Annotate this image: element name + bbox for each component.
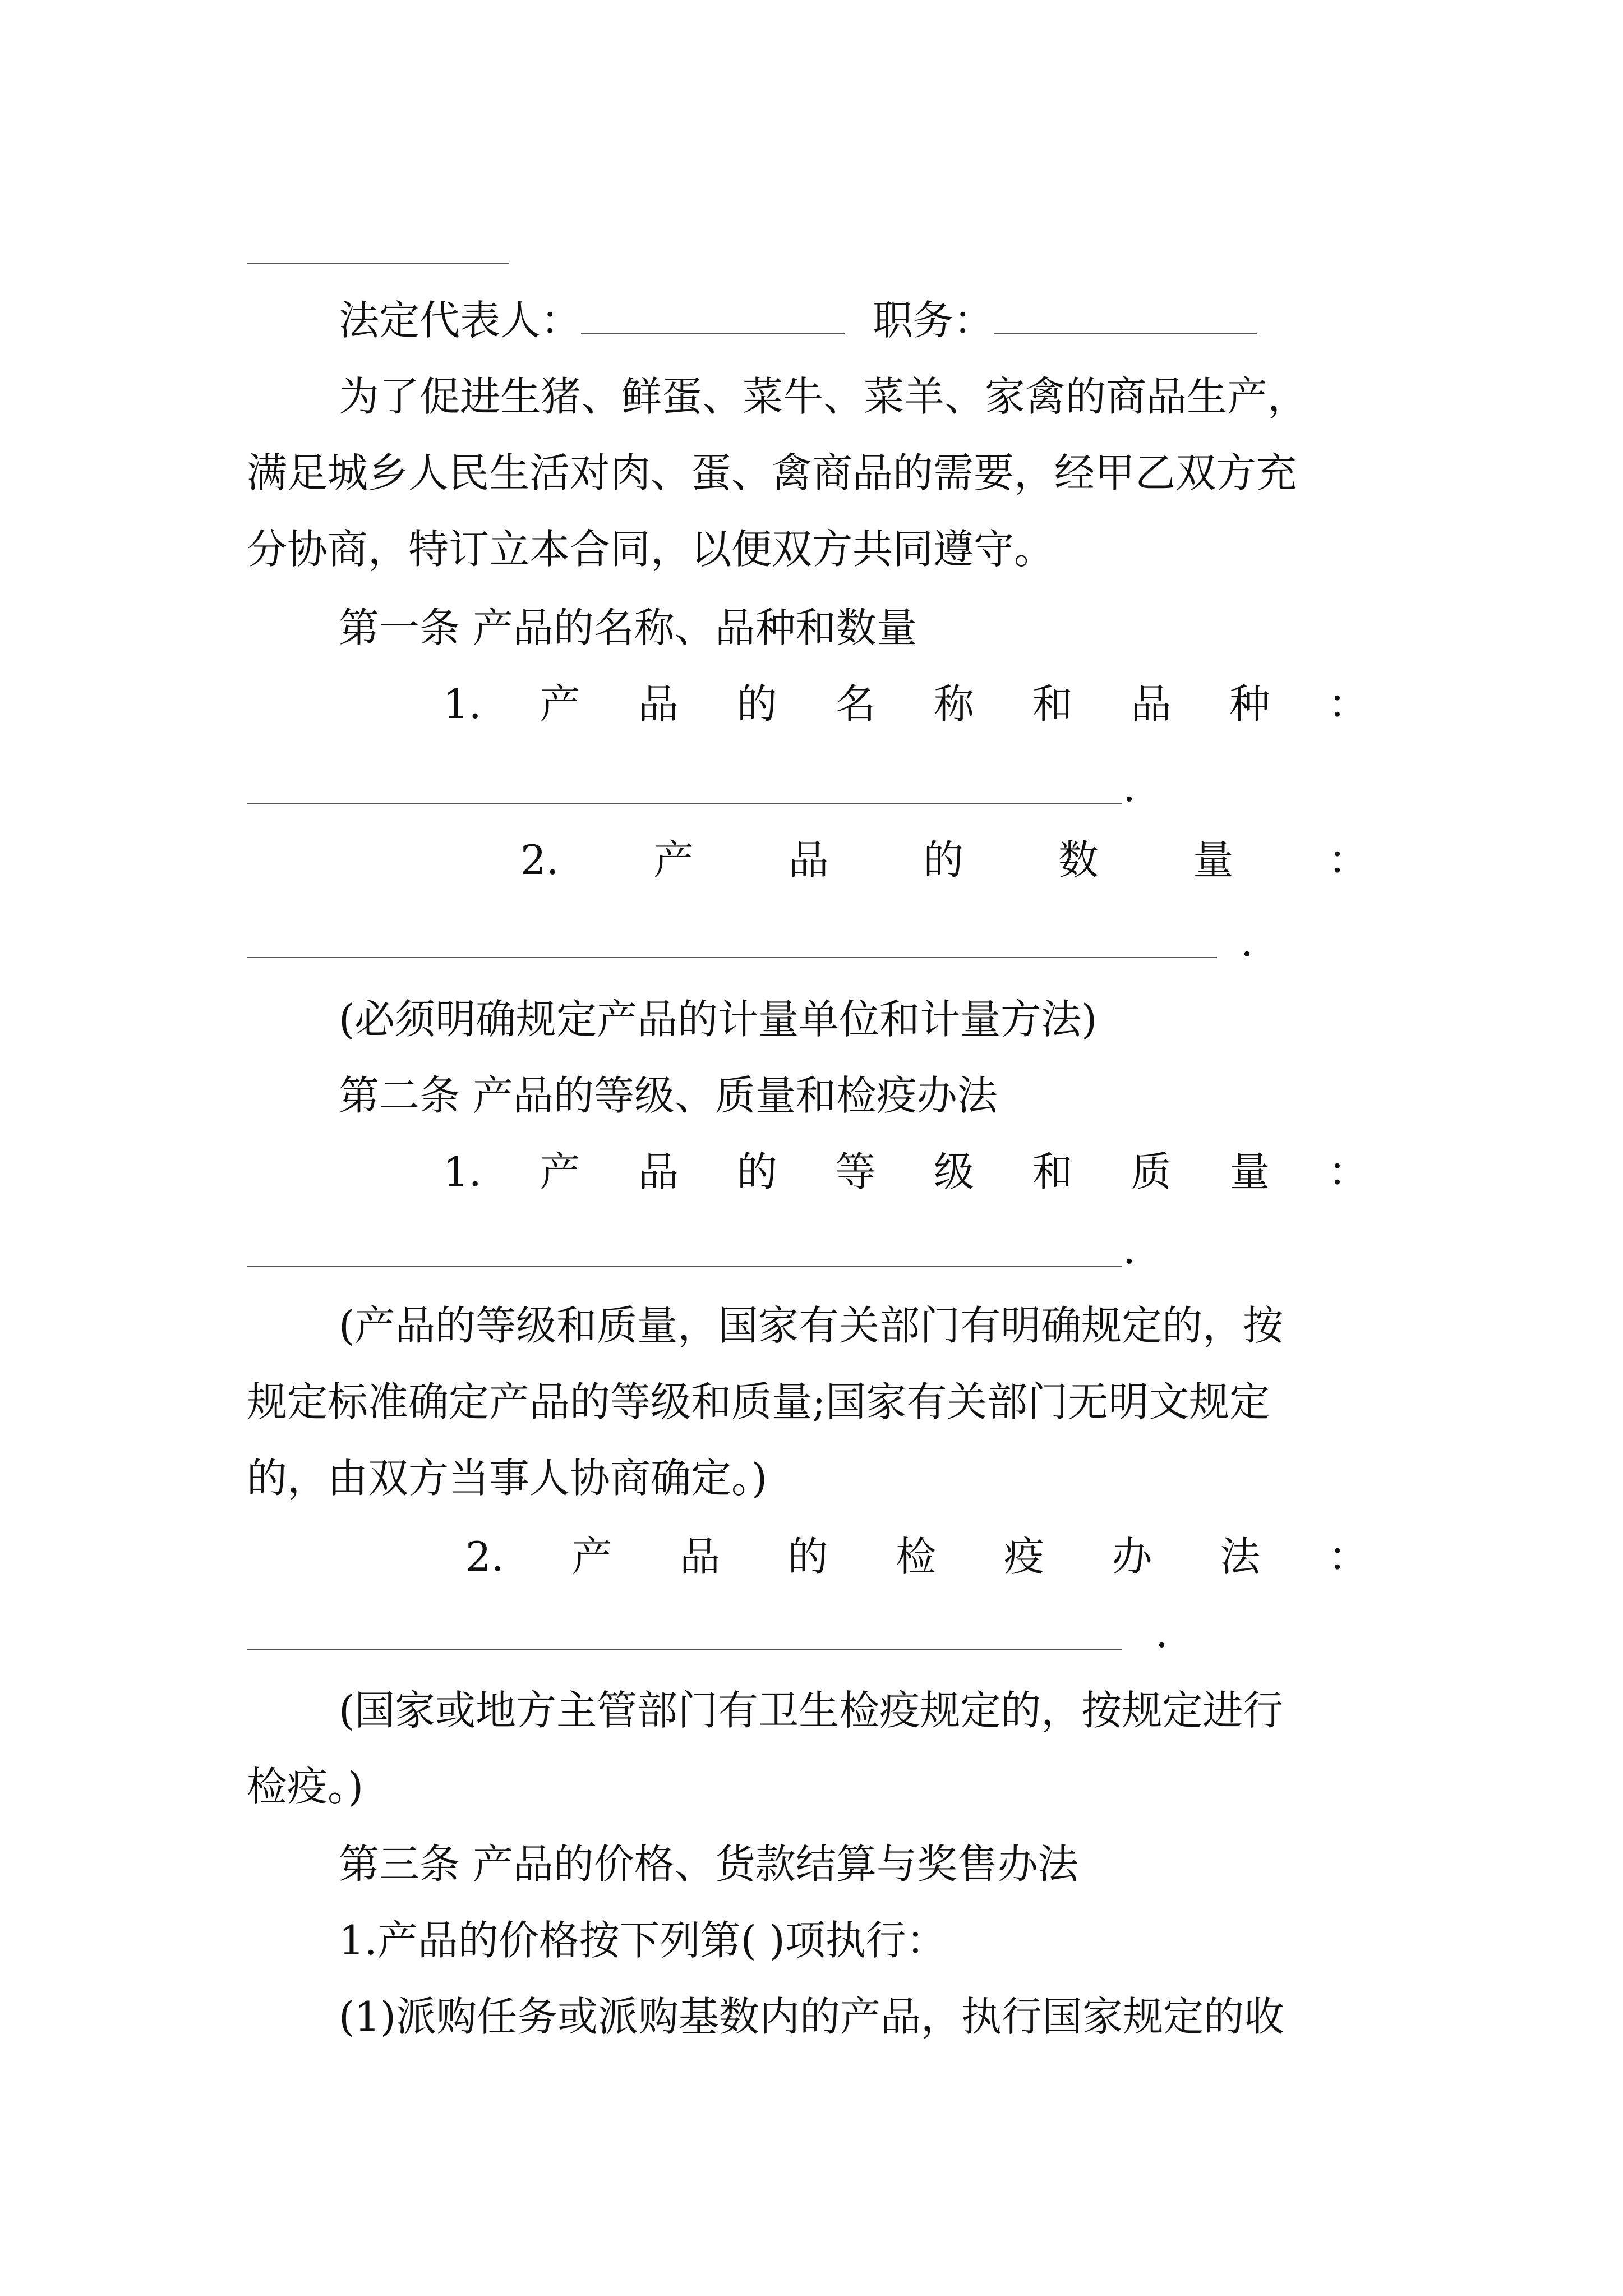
article-2-item-2-period: . xyxy=(1155,1609,1168,1657)
item-number: 2. xyxy=(520,836,559,884)
intro-line-3: 分协商，特订立本合同，以便双方共同遵守。 xyxy=(247,526,1055,573)
item-char: 疫 xyxy=(1003,1533,1044,1580)
article-2-title: 第二条 产品的等级、质量和检疫办法 xyxy=(339,1072,998,1119)
position-blank[interactable] xyxy=(994,301,1257,334)
item-colon: ： xyxy=(1327,680,1368,728)
item-char: 的 xyxy=(787,1533,828,1580)
item-char: 产 xyxy=(540,680,580,728)
article-1-item-1 xyxy=(443,673,1368,735)
position-label: 职务： xyxy=(873,297,994,344)
item-colon: ： xyxy=(1327,1148,1368,1195)
legal-representative-line xyxy=(339,289,1257,351)
article-1-item-2-blank[interactable] xyxy=(247,957,1217,958)
legal-representative-label: 法定代表人： xyxy=(339,297,582,344)
item-number: 2. xyxy=(465,1533,504,1580)
article-1-title: 第一条 产品的名称、品种和数量 xyxy=(339,604,917,651)
item-colon: ： xyxy=(1327,1533,1368,1580)
item-char: 产 xyxy=(571,1533,612,1580)
item-char: 质 xyxy=(1131,1148,1172,1195)
item-char: 量 xyxy=(1229,1148,1270,1195)
intro-line-1: 为了促进生猪、鲜蛋、菜牛、菜羊、家禽的商品生产， xyxy=(339,373,1308,420)
item-char: 产 xyxy=(653,836,694,884)
top-blank-line xyxy=(247,263,509,264)
item-char: 的 xyxy=(736,1148,777,1195)
item-char: 检 xyxy=(896,1533,937,1580)
item-number: 1. xyxy=(443,680,482,728)
article-2-note2-line-2: 检疫。) xyxy=(247,1763,364,1810)
article-2-item-2-blank[interactable] xyxy=(247,1649,1122,1650)
article-1-note: (必须明确规定产品的计量单位和计量方法) xyxy=(339,996,1098,1043)
article-2-item-2 xyxy=(465,1526,1368,1588)
item-char: 产 xyxy=(540,1148,580,1195)
intro-line-2: 满足城乡人民生活对肉、蛋、禽商品的需要，经甲乙双方充 xyxy=(247,449,1297,496)
item-char: 和 xyxy=(1032,680,1073,728)
article-2-note-line-3: 的，由双方当事人协商确定。) xyxy=(247,1455,768,1502)
item-char: 品 xyxy=(680,1533,721,1580)
article-2-item-1-period: . xyxy=(1123,1226,1136,1273)
article-2-note-line-2: 规定标准确定产品的等级和质量;国家有关部门无明文规定 xyxy=(247,1378,1270,1425)
item-colon: ： xyxy=(1327,836,1368,884)
item-char: 办 xyxy=(1112,1533,1152,1580)
item-char: 和 xyxy=(1032,1148,1073,1195)
item-char: 的 xyxy=(736,680,777,728)
item-char: 品 xyxy=(638,1148,679,1195)
item-char: 品 xyxy=(1131,680,1172,728)
article-2-note2-line-1: (国家或地方主管部门有卫生检疫规定的，按规定进行 xyxy=(339,1687,1284,1734)
item-char: 等 xyxy=(835,1148,876,1195)
article-1-item-2 xyxy=(520,829,1368,891)
article-1-item-1-period: . xyxy=(1123,763,1136,811)
item-char: 品 xyxy=(638,680,679,728)
item-char: 的 xyxy=(923,836,964,884)
article-2-item-1-blank[interactable] xyxy=(247,1266,1122,1267)
item-char: 量 xyxy=(1193,836,1234,884)
article-3-title: 第三条 产品的价格、货款结算与奖售办法 xyxy=(339,1841,1078,1888)
item-char: 法 xyxy=(1220,1533,1261,1580)
item-char: 数 xyxy=(1058,836,1099,884)
article-3-item-1: 1.产品的价格按下列第( )项执行： xyxy=(339,1917,947,1964)
item-char: 种 xyxy=(1229,680,1270,728)
article-2-note-line-1: (产品的等级和质量，国家有关部门有明确规定的，按 xyxy=(339,1302,1284,1349)
article-1-item-1-blank[interactable] xyxy=(247,803,1122,804)
item-number: 1. xyxy=(443,1148,482,1195)
article-1-item-2-period: . xyxy=(1241,918,1253,965)
item-char: 级 xyxy=(934,1148,975,1195)
item-char: 称 xyxy=(934,680,975,728)
item-char: 品 xyxy=(788,836,829,884)
item-char: 名 xyxy=(835,680,876,728)
article-2-item-1 xyxy=(443,1141,1368,1203)
article-3-item-1-1: (1)派购任务或派购基数内的产品，执行国家规定的收 xyxy=(339,1993,1284,2040)
legal-representative-blank[interactable] xyxy=(581,301,845,334)
